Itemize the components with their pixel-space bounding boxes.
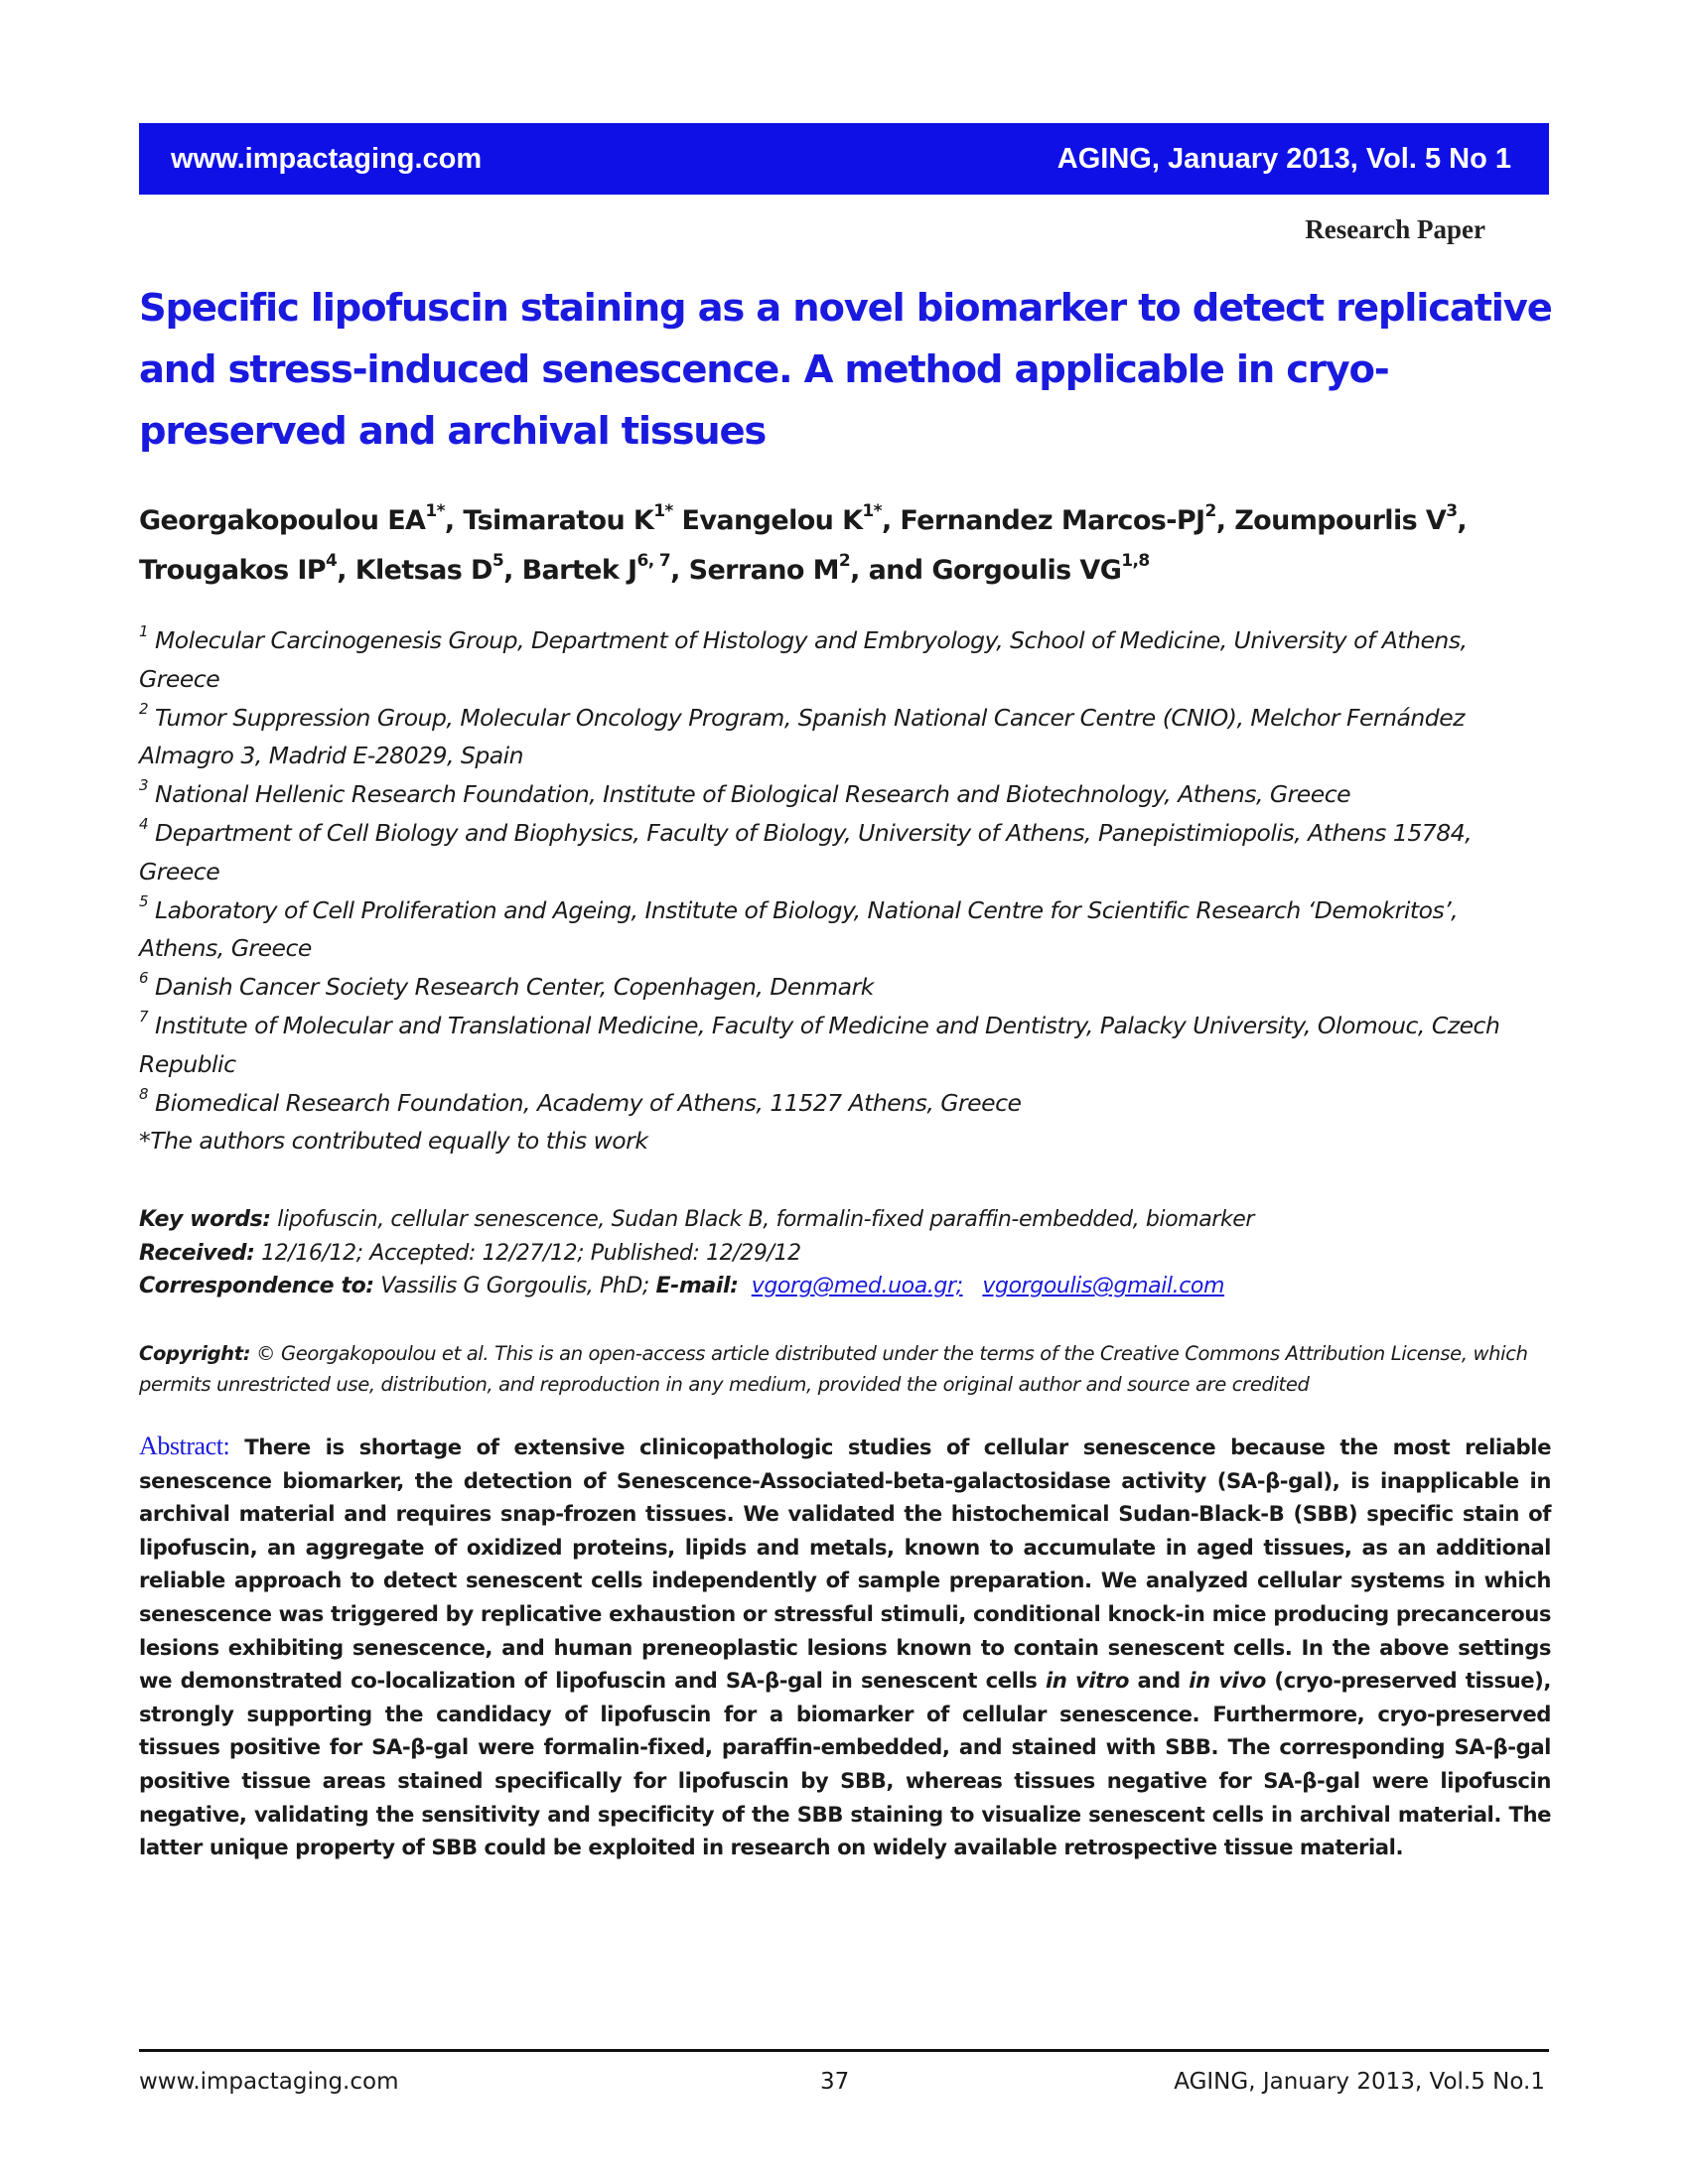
author-list [139, 496, 1569, 596]
page-number: 37 [820, 2069, 850, 2095]
affiliation: $^8$ Biomedical Research Foundation, Academy of Athens, 11527 Athens, Greece [139, 1084, 1022, 1117]
received-label: Received: [139, 1240, 255, 1266]
email-link-2[interactable]: vgorgoulis@gmail.com [982, 1274, 1225, 1298]
copyright-text: © Georgakopoulou et al. This is an open-access article distributed under the terms of the Creative Commons Attribution License, which permits unrestricted use, distribution, and reproduction in any medium, provided the original author and source are credited [139, 1342, 1528, 1396]
received-line [139, 1237, 1569, 1271]
footer-divider [139, 2049, 1549, 2052]
article-meta [139, 1203, 1569, 1303]
affiliation: $^3$ National Hellenic Research Foundation, Institute of Biological Research and Biotechnology, Athens, Greece [139, 776, 1351, 809]
footer-site-link[interactable]: www.impactaging.com [139, 2069, 399, 2095]
correspondence-name: Vassilis G Gorgoulis, PhD; [380, 1274, 649, 1298]
abstract-and: and [1137, 1668, 1181, 1694]
abstract-text-part2: (cryo-preserved tissue), strongly supporting the candidacy of lipofuscin for a biomarker of cellular senescence. Furthermore, cryo-preserved tissues positive for SA-β-gal were formalin-fixed, paraffin-embedded, and stained with SBB. The corresponding SA-β-gal positive tissue areas stained specifically for lipofuscin by SBB, whereas tissues negative for SA-β-gal were lipofuscin negative, validating the sensitivity and specificity of the SBB staining to visualize senescent cells in archival material. The latter unique property of SBB could be exploited in research on widely available retrospective tissue material. [139, 1668, 1551, 1860]
author: Evangelou $K^{1*}$, [681, 501, 901, 536]
affiliation: $^7$ Institute of Molecular and Translational Medicine, Faculty of Medicine and Dentistry, Palacky University, Olomouc, Czech Republic [139, 1008, 1500, 1078]
correspondence-line [139, 1270, 1569, 1303]
received-value: 12/16/12; Accepted: 12/27/12; Published: 12/29/12 [261, 1240, 801, 1266]
email-label: E-mail: [655, 1274, 739, 1298]
paper-type-label: Research Paper [1305, 214, 1485, 244]
affiliation: $^2$ Tumor Suppression Group, Molecular Oncology Program, Spanish National Cancer Centre (CNIO), Melchor Fernández Almagro 3, Madrid E-28029, Spain [139, 699, 1466, 770]
keywords-value: lipofuscin, cellular senescence, Sudan Black B, formalin-fixed paraffin-embedded, biomarker [277, 1207, 1255, 1232]
paper-title: Specific lipofuscin staining as a novel biomarker to detect replicative and stress-induced senescence. A method applicable in cryo-preserved and archival tissues [139, 286, 1552, 454]
author: Fernandez Marcos-$PJ^2$, [900, 501, 1235, 536]
author: and Gorgoulis VG$^{1,8}$ [868, 551, 1150, 586]
author: Kletsas $D^5$, [354, 551, 522, 586]
header-site-link[interactable]: www.impactaging.com [171, 142, 483, 175]
affiliation-list [139, 621, 1549, 1160]
footer-journal-issue: AGING, January 2013, Vol.5 No.1 [1174, 2069, 1545, 2095]
author: Tsimaratou $K^{1*}$ [463, 501, 673, 536]
author: Zoumpourlis $V^3$, [1234, 501, 1468, 536]
email-link-1[interactable]: vgorg@med.uoa.gr; [751, 1274, 963, 1298]
author: Serrano $M^2$, [688, 551, 869, 586]
abstract-italic-in-vitro: in vitro [1045, 1668, 1129, 1694]
journal-header-bar [139, 123, 1549, 195]
copyright-label: Copyright: [139, 1342, 251, 1365]
affiliation: $^6$ Danish Cancer Society Research Center, Copenhagen, Denmark [139, 969, 874, 1002]
abstract [139, 1430, 1551, 1864]
author: Trougakos $IP^4$, [139, 551, 355, 586]
keywords-label: Key words: [139, 1207, 271, 1232]
abstract-text-part1: There is shortage of extensive clinicopathologic studies of cellular senescence because the most reliable senescence biomarker, the detection of Senescence-Associated-beta-galactosidase activity (SA-β-gal), is inapplicable in archival material and requires snap-frozen tissues. We validated the histochemical Sudan-Black-B (SBB) specific stain of lipofuscin, an aggregate of oxidized proteins, lipids and metals, known to accumulate in aged tissues, as an additional reliable approach to detect senescent cells independently of sample preparation. We analyzed cellular systems in which senescence was triggered by replicative exhaustion or stressful stimuli, conditional knock-in mice producing precancerous lesions exhibiting senescence, and human preneoplastic lesions known to contain senescent cells. In the above settings we demonstrated co-localization of lipofuscin and SA-β-gal in senescent cells [139, 1434, 1551, 1694]
header-issue: AGING, January 2013, Vol. 5 No 1 [1056, 142, 1511, 175]
author: Bartek J$^{6, 7}$, [521, 551, 689, 586]
keywords-line [139, 1203, 1569, 1237]
affiliation: $^4$ Department of Cell Biology and Biophysics, Faculty of Biology, University of Athens, Panepistimiopolis, Athens 15784, Greece [139, 815, 1473, 886]
correspondence-label: Correspondence to: [139, 1274, 374, 1298]
affiliation: $^1$ Molecular Carcinogenesis Group, Department of Histology and Embryology, School of Medicine, University of Athens, Greece [139, 622, 1468, 693]
equal-contribution-note: *The authors contributed equally to this work [139, 1127, 648, 1156]
affiliation: $^5$ Laboratory of Cell Proliferation and Ageing, Institute of Biology, National Centre for Scientific Research ‘Demokritos’, Athens, Greece [139, 891, 1459, 963]
author: Georgakopoulou $EA^{1*}$, [139, 501, 464, 536]
abstract-label: Abstract: [139, 1432, 230, 1460]
page-footer [139, 2069, 1549, 2103]
copyright-notice [139, 1338, 1569, 1400]
abstract-italic-in-vivo: in vivo [1189, 1668, 1266, 1694]
